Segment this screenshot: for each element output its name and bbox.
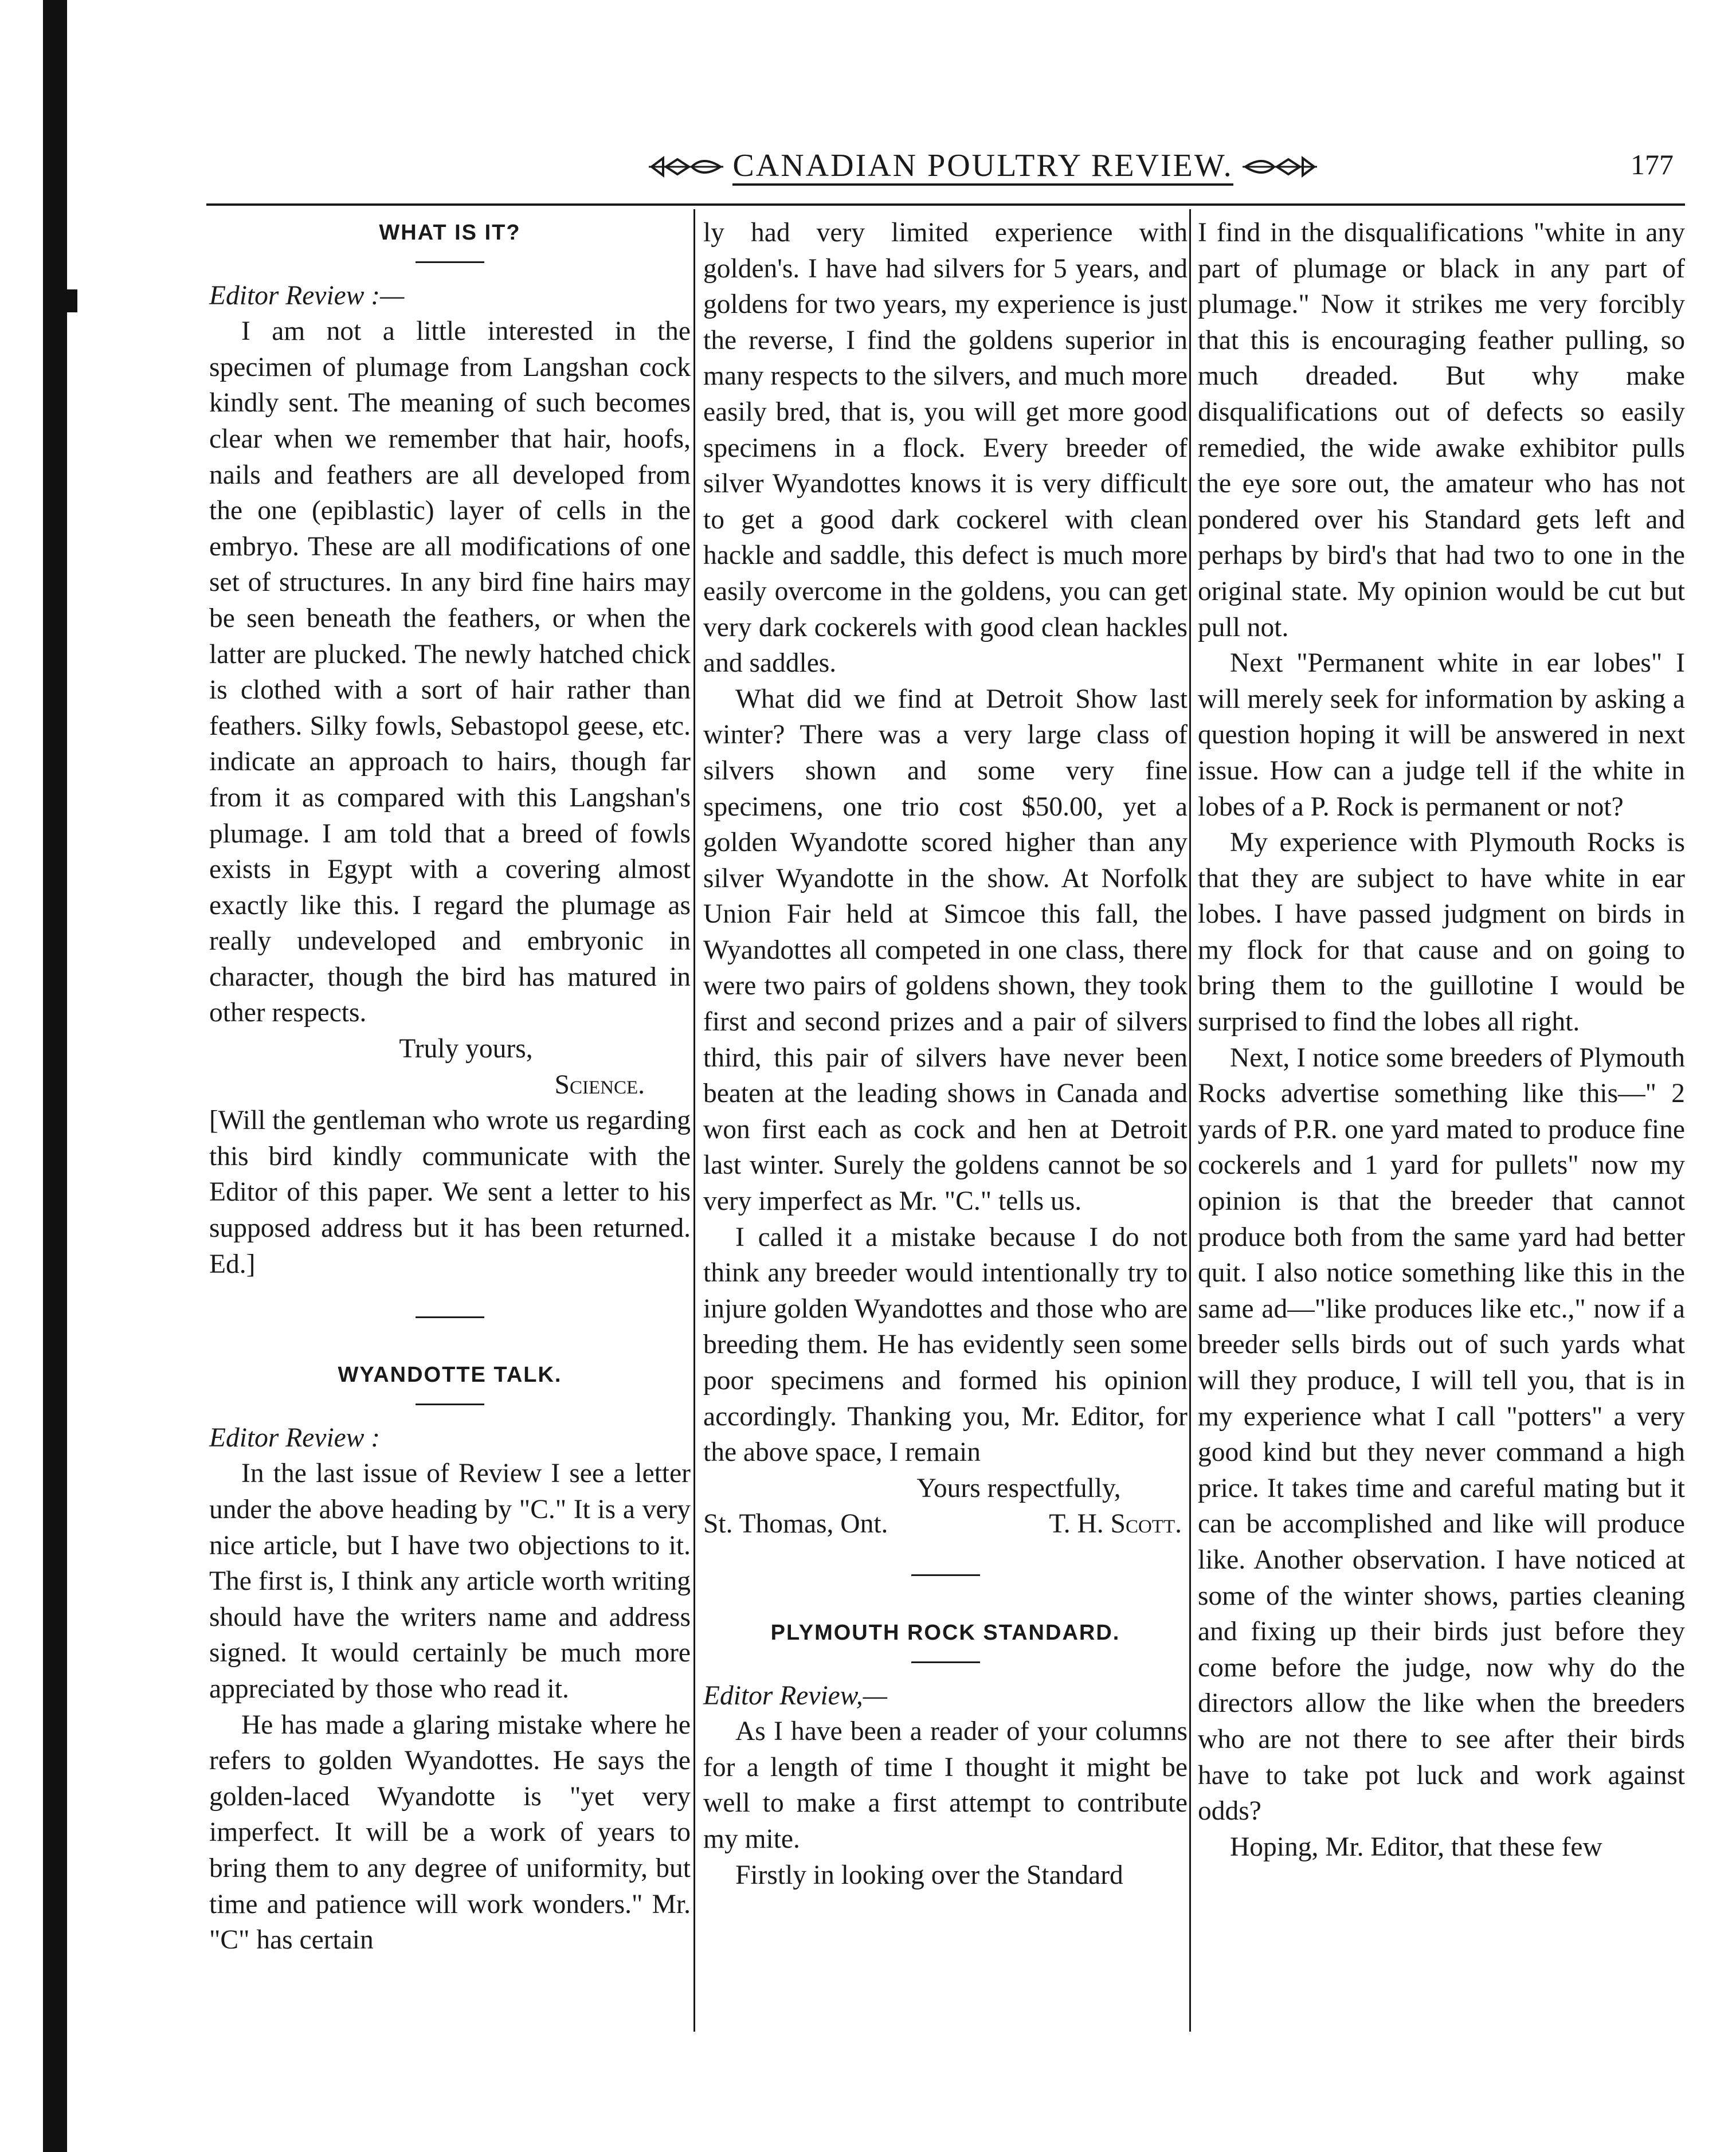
article-heading-plymouth-rock: PLYMOUTH ROCK STANDARD.	[770, 1620, 1120, 1645]
heading-rule	[416, 261, 484, 263]
editor-note-text: [Will the gentleman who wrote us regarding this bird kindly communicate with the Editor of this paper. We sent a letter to his supposed address but it has been returned. Ed.]	[209, 1106, 691, 1279]
article-paragraph: As I have been a reader of your columns for a length of time I thought it might be well to make a first attempt to contribute my mite.	[703, 1716, 1188, 1854]
page-number: 177	[1631, 148, 1674, 181]
page-header	[206, 138, 1674, 201]
signature-line	[703, 1506, 1188, 1542]
article-paragraph: My experience with Plymouth Rocks is that they are subject to have white in ear lobes. I have passed judgment on birds in my flock for that cause and on going to bring them to the guillotine I would be surprised to find the lobes all right.	[1198, 828, 1685, 1037]
section-rule	[911, 1574, 980, 1576]
right-ornament-icon	[1243, 152, 1317, 181]
masthead	[665, 142, 1301, 191]
binding-edge	[43, 0, 67, 2152]
article-heading-what-is-it: WHAT IS IT?	[379, 221, 521, 245]
header-rule	[206, 203, 1685, 206]
article-paragraph: I called it a mistake because I do not think any breeder would intentionally try to injure golden Wyandottes and those who are breeding them. He has evidently seen some poor specimens and formed his opinion accordingly. Thanking you, Mr. Editor, for the above space, I remain	[703, 1222, 1188, 1468]
article-heading-wyandotte-talk: WYANDOTTE TALK.	[338, 1363, 562, 1387]
column-divider-1	[693, 209, 695, 2032]
closing: Yours respectfully,	[916, 1473, 1121, 1503]
salutation: Editor Review :	[209, 1422, 381, 1453]
closing: Truly yours,	[399, 1034, 533, 1064]
article-paragraph: Next, I notice some breeders of Plymouth Rocks advertise something like this—" 2 yards of P.R. one yard mated to produce fine cockerels and 1 yard for pullets" now my opinion is that the breeder that cannot produce both from the same yard had better quit. I also notice something like this in the same ad—"like produces like etc.," now if a breeder sells birds out of such yards what will they produce, I will tell you, that is in my experience what I call "potters" a very good kind but they never command a high price. It takes time and careful mating but it can be accomplished and like will produce like. Another observation. I have noticed at some of the winter shows, parties cleaning and fixing up their birds just before they come before the judge, now why do the directors allow the like when the breeders who are not there to see after their birds have to take pot luck and work against odds?	[1198, 1042, 1685, 1826]
signature: T. H. Scott.	[1049, 1509, 1182, 1539]
article-paragraph: What did we find at Detroit Show last winter? There was a very large class of silvers shown and some very fine specimens, one trio cost $50.00, yet a golden Wyandotte scored higher than any silver Wyandotte in the show. At Norfolk Union Fair held at Simcoe this fall, the Wyandottes all competed in one class, there were two pairs of goldens shown, they took first and second prizes and a pair of silvers third, this pair of silvers have never been beaten at the leading shows in Canada and won first each as cock and hen at Detroit last winter. Surely the goldens cannot be so very imperfect as Mr. "C." tells us.	[703, 684, 1188, 1217]
signature: Science.	[554, 1069, 645, 1100]
article-paragraph: ly had very limited experience with golden's. I have had silvers for 5 years, and goldens for two years, my experience is just the reverse, I find the goldens superior in many respects to the silvers, and much more easily bred, that is, you will get more good specimens in a flock. Every breeder of silver Wyandottes knows it is very difficult to get a good dark cockerel with clean hackle and saddle, this defect is much more easily overcome in the goldens, you can get very dark cockerels with good clean hackles and saddles.	[703, 218, 1188, 679]
article-paragraph: I find in the disqualifications "white in any part of plumage or black in any part of plumage." Now it strikes me very forcibly that this is encouraging feather pulling, so much dreaded. But why make disqualifications out of defects so easily remedied, the wide awake exhibitor pulls the eye sore out, the amateur who has not pondered over his Standard gets left and perhaps by bird's that had two to one in the original state. My opinion would be cut but pull not.	[1198, 218, 1685, 642]
masthead-title: CANADIAN POULTRY REVIEW.	[732, 148, 1233, 186]
heading-rule	[416, 1404, 484, 1405]
column-1	[209, 215, 691, 1958]
article-paragraph: I am not a little interested in the specimen of plumage from Langshan cock kindly sent. The meaning of such becomes clear when we remember that hair, hoofs, nails and feathers are all developed from the one (epiblastic) layer of cells in the embryo. These are all modifications of one set of structures. In any bird fine hairs may be seen beneath the feathers, or when the latter are plucked. The newly hatched chick is clothed with a sort of hair rather than feathers. Silky fowls, Sebastopol geese, etc. indicate an approach to hairs, though far from it as compared with this Langshan's plumage. I am told that a breed of fowls exists in Egypt with a covering almost exactly like this. I regard the plumage as really undeveloped and embryonic in character, though the bird has matured in other respects.	[209, 316, 691, 1028]
binding-notch	[67, 289, 77, 312]
section-rule	[416, 1316, 484, 1318]
salutation: Editor Review :—	[209, 280, 405, 311]
column-divider-2	[1189, 209, 1191, 2032]
heading-rule	[911, 1661, 980, 1663]
column-3	[1198, 215, 1685, 1865]
article-paragraph: Next "Permanent white in ear lobes" I will merely seek for information by asking a question hoping it will be answered in next issue. How can a judge tell if the white in lobes of a P. Rock is permanent or not?	[1198, 648, 1685, 822]
article-paragraph: Hoping, Mr. Editor, that these few	[1230, 1832, 1602, 1862]
place: St. Thomas, Ont.	[703, 1509, 888, 1539]
salutation: Editor Review,—	[703, 1680, 887, 1711]
article-paragraph: Firstly in looking over the Standard	[735, 1860, 1123, 1890]
article-paragraph: In the last issue of Review I see a letter under the above heading by "C." It is a very nice article, but I have two objections to it. The first is, I think any article worth writing should have the writers name and address signed. It would certainly be much more appreciated by those who read it.	[209, 1459, 691, 1704]
column-2	[703, 215, 1188, 1893]
editor-note	[209, 1103, 691, 1282]
left-ornament-icon	[649, 152, 723, 181]
article-paragraph: He has made a glaring mistake where he refers to golden Wyandottes. He says the golden-laced Wyandotte is "yet very imperfect. It will be a work of years to bring them to any degree of uniformity, but time and patience will work wonders." Mr. "C" has certain	[209, 1710, 691, 1955]
